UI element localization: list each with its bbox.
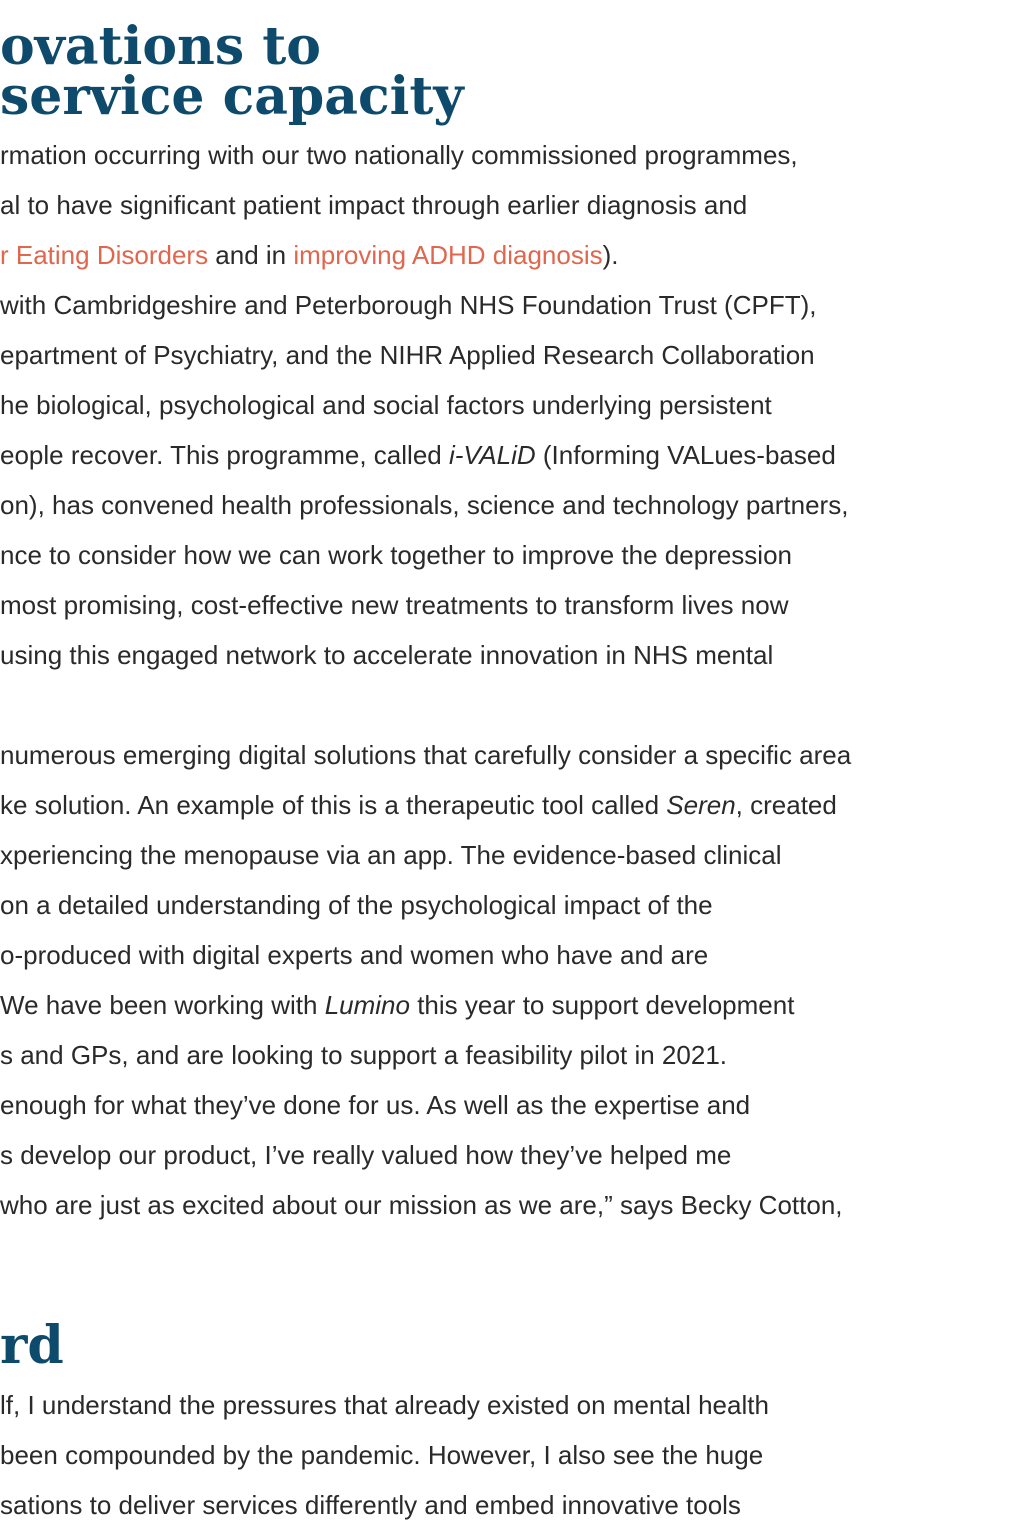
text-line: enough for what they’ve done for us. As well as the expertise and: [0, 1090, 751, 1120]
text-line: who are just as excited about our mission as we are,” says Becky Cotton,: [0, 1190, 843, 1220]
text-line: sations to deliver services differently and embed innovative tools: [0, 1490, 741, 1520]
text-fragment: and in: [208, 240, 294, 270]
text-line: s and GPs, and are looking to support a feasibility pilot in 2021.: [0, 1040, 727, 1070]
text-fragment: (Informing VALues-based: [535, 440, 836, 470]
text-line: [0, 230, 1024, 280]
text-line: on a detailed understanding of the psychological impact of the: [0, 890, 713, 920]
adhd-diagnosis-link[interactable]: improving ADHD diagnosis: [293, 240, 603, 270]
text-line: epartment of Psychiatry, and the NIHR Applied Research Collaboration: [0, 340, 815, 370]
text-fragment: this year to support development: [409, 990, 795, 1020]
text-line: xperiencing the menopause via an app. The evidence-based clinical: [0, 840, 782, 870]
text-fragment: , created: [735, 790, 837, 820]
paragraph-programmes: [0, 130, 1024, 680]
section-heading-line-1: ovations to: [0, 16, 321, 77]
text-line: most promising, cost-effective new treatments to transform lives now: [0, 590, 789, 620]
text-line: using this engaged network to accelerate innovation in NHS mental: [0, 640, 774, 670]
text-line: [0, 980, 1024, 1030]
product-name: Seren: [666, 790, 736, 820]
text-fragment: ke solution. An example of this is a therapeutic tool called: [0, 790, 667, 820]
text-line: s develop our product, I’ve really valued how they’ve helped me: [0, 1140, 732, 1170]
text-fragment: We have been working with: [0, 990, 325, 1020]
text-line: numerous emerging digital solutions that carefully consider a specific area: [0, 740, 852, 770]
section-heading: [0, 16, 464, 127]
text-line: he biological, psychological and social factors underlying persistent: [0, 390, 772, 420]
text-line: [0, 430, 1024, 480]
text-line: with Cambridgeshire and Peterborough NHS Foundation Trust (CPFT),: [0, 290, 817, 320]
paragraph-foreword: [0, 1380, 1024, 1530]
programme-name: Lumino: [324, 990, 410, 1020]
foreword-heading: rd: [0, 1315, 64, 1376]
text-line: [0, 780, 1024, 830]
programme-name: i-VALiD: [448, 440, 536, 470]
text-line: al to have significant patient impact through earlier diagnosis and: [0, 190, 748, 220]
text-line: lf, I understand the pressures that already existed on mental health: [0, 1390, 769, 1420]
text-line: o-produced with digital experts and women who have and are: [0, 940, 709, 970]
text-line: nce to consider how we can work together to improve the depression: [0, 540, 792, 570]
text-line: been compounded by the pandemic. However, I also see the huge: [0, 1440, 764, 1470]
text-line: on), has convened health professionals, science and technology partners,: [0, 490, 849, 520]
text-fragment: ).: [602, 240, 619, 270]
section-heading-line-2: service capacity: [0, 66, 464, 127]
paragraph-digital-solutions: [0, 730, 1024, 1230]
eating-disorders-link[interactable]: r Eating Disorders: [0, 240, 209, 270]
text-fragment: eople recover. This programme, called: [0, 440, 449, 470]
text-line: rmation occurring with our two nationally commissioned programmes,: [0, 140, 798, 170]
